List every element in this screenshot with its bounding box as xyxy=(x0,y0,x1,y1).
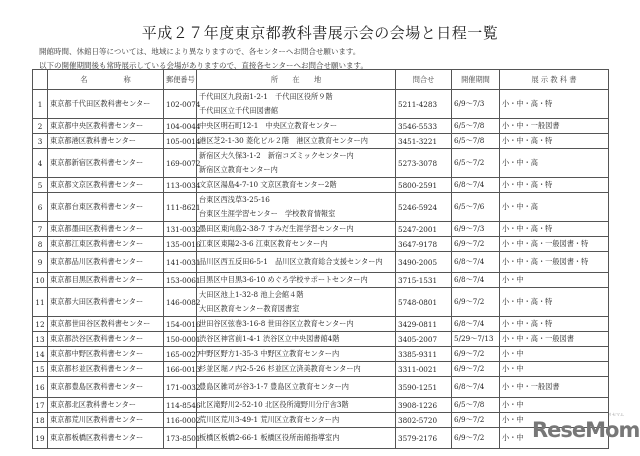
phone: 3451-3221 xyxy=(396,134,452,149)
row-number: 13 xyxy=(33,332,48,347)
zip-code: 135-0016 xyxy=(164,237,197,252)
books: 小・中・高・特 xyxy=(500,317,609,332)
address-line: 江東区東陽2-3-6 江東区教育センター内 xyxy=(199,239,328,248)
period: 6/8～7/4 xyxy=(452,377,500,398)
address-line: 中野区野方1-35-3 中野区立教育センター内 xyxy=(199,349,340,358)
books: 小・中・高 xyxy=(500,149,609,178)
note-permanent: 以下の開催期間後も常時展示している会場がありますので、直接各センターへお問合せ願います。 xyxy=(39,61,368,70)
table-row xyxy=(33,237,609,252)
phone: 3385-9311 xyxy=(396,347,452,362)
address-line: 豊島区雑司が谷3-1-7 豊島区立教育センター内 xyxy=(199,382,349,391)
center-name: 東京都江東区教科書センター xyxy=(48,237,164,252)
address-line: 新宿区立教育センター内 xyxy=(199,165,278,174)
header-no xyxy=(33,70,48,90)
address xyxy=(197,273,396,288)
center-name: 東京都文京区教科書センター xyxy=(48,178,164,193)
phone: 3579-2176 xyxy=(396,428,452,449)
center-name: 東京都墨田区教科書センター xyxy=(48,222,164,237)
zip-code: 114-8546 xyxy=(164,398,197,413)
address-line: 杉並区堀ノ内2-5-26 杉並区立済美教育センター内 xyxy=(199,364,361,373)
address-line: 品川区西五反田6-5-1 品川区立教育総合支援センター内 xyxy=(199,257,383,266)
phone: 3590-1251 xyxy=(396,377,452,398)
address-line: 文京区湯島4-7-10 文京区教育センター2階 xyxy=(199,180,337,189)
table-row xyxy=(33,252,609,273)
phone: 5273-3078 xyxy=(396,149,452,178)
address-line: 大田区教育センター教育図書室 xyxy=(199,304,300,313)
table-row xyxy=(33,119,609,134)
books: 小・中・高・特 xyxy=(500,134,609,149)
books: 小・中・高・特 xyxy=(500,178,609,193)
table-row xyxy=(33,273,609,288)
address xyxy=(197,119,396,134)
table-header xyxy=(33,70,609,90)
phone: 3490-2005 xyxy=(396,252,452,273)
center-name: 東京都中央区教科書センター xyxy=(48,119,164,134)
address xyxy=(197,90,396,119)
address-line: 北区滝野川2-52-10 北区役所滝野川分庁舎3階 xyxy=(199,400,349,409)
table-row xyxy=(33,90,609,119)
phone: 3647-9178 xyxy=(396,237,452,252)
row-number: 5 xyxy=(33,178,48,193)
center-name: 東京都豊島区教科書センター xyxy=(48,377,164,398)
row-number: 7 xyxy=(33,222,48,237)
page-title: 平成２７年度東京都教科書展示会の会場と日程一覧 xyxy=(141,24,499,42)
zip-code: 169-0072 xyxy=(164,149,197,178)
period: 6/8～7/4 xyxy=(452,273,500,288)
books: 小・中・高・特 xyxy=(500,222,609,237)
header-books: 展 示 教 科 書 xyxy=(500,70,609,90)
address-line: 中央区明石町12-1 中央区立教育センター xyxy=(199,121,338,130)
center-name: 東京都荒川区教科書センター xyxy=(48,413,164,428)
table-row xyxy=(33,288,609,317)
period: 6/9～7/3 xyxy=(452,222,500,237)
address-line: 台東区西浅草3-25-16 xyxy=(199,195,270,204)
table-row xyxy=(33,428,609,449)
zip-code: 173-8501 xyxy=(164,428,197,449)
phone: 3311-0021 xyxy=(396,362,452,377)
phone: 3908-1226 xyxy=(396,398,452,413)
note-hours: 開館時間、休館日等については、地域により異なりますので、各センターへお問合せ願います。 xyxy=(39,47,361,56)
row-number: 14 xyxy=(33,347,48,362)
books: 小・中・一般図書 xyxy=(500,377,609,398)
period: 6/9～7/2 xyxy=(452,237,500,252)
table-row xyxy=(33,149,609,178)
row-number: 3 xyxy=(33,134,48,149)
address xyxy=(197,428,396,449)
table-row xyxy=(33,332,609,347)
header-period: 開催期間 xyxy=(452,70,500,90)
period: 6/8～7/4 xyxy=(452,317,500,332)
period: 6/9～7/2 xyxy=(452,347,500,362)
table-row xyxy=(33,178,609,193)
center-name: 東京都港区教科書センター xyxy=(48,134,164,149)
zip-code: 150-0001 xyxy=(164,332,197,347)
books: 小・中・高・一般図書・特 xyxy=(500,237,609,252)
row-number: 18 xyxy=(33,413,48,428)
center-name: 東京都中野区教科書センター xyxy=(48,347,164,362)
phone: 5247-2001 xyxy=(396,222,452,237)
address-line: 新宿区大久保3-1-2 新宿コズミックセンター内 xyxy=(199,151,354,160)
address-line: 渋谷区神宮前1-4-1 渋谷区立中央図書館4階 xyxy=(199,334,340,343)
books: 小・中・高・特 xyxy=(500,288,609,317)
zip-code: 171-0032 xyxy=(164,377,197,398)
address-line: 目黒区中目黒3-6-10 めぐろ学校サポートセンター内 xyxy=(199,275,368,284)
center-name: 東京都大田区教科書センター xyxy=(48,288,164,317)
resemom-logo: ReseMom xyxy=(532,418,640,442)
phone: 3715-1531 xyxy=(396,273,452,288)
period: 6/5～7/8 xyxy=(452,398,500,413)
table-row xyxy=(33,317,609,332)
resemom-logo-sub: リセマム xyxy=(608,412,624,417)
table-row xyxy=(33,134,609,149)
books: 小・中・高・一般図書 xyxy=(500,332,609,347)
zip-code: 111-8621 xyxy=(164,193,197,222)
center-name: 東京都渋谷区教科書センター xyxy=(48,332,164,347)
phone: 5211-4283 xyxy=(396,90,452,119)
zip-code: 154-0016 xyxy=(164,317,197,332)
period: 5/29～7/13 xyxy=(452,332,500,347)
address xyxy=(197,237,396,252)
center-name: 東京都杉並区教科書センター xyxy=(48,362,164,377)
center-name: 東京都目黒区教科書センター xyxy=(48,273,164,288)
table-row xyxy=(33,362,609,377)
phone: 3405-2007 xyxy=(396,332,452,347)
books: 小・中・高・特 xyxy=(500,90,609,119)
address xyxy=(197,252,396,273)
address-line: 台東区生涯学習センター 学校教育情報室 xyxy=(199,209,336,218)
period: 6/9～7/2 xyxy=(452,362,500,377)
period: 6/9～7/2 xyxy=(452,288,500,317)
center-name: 東京都品川区教科書センター xyxy=(48,252,164,273)
zip-code: 102-0074 xyxy=(164,90,197,119)
address xyxy=(197,288,396,317)
venue-table xyxy=(32,69,609,449)
address xyxy=(197,347,396,362)
center-name: 東京都千代田区教科書センター xyxy=(48,90,164,119)
row-number: 8 xyxy=(33,237,48,252)
books: 小・中 xyxy=(500,362,609,377)
address-line: 千代田区立千代田図書館 xyxy=(199,106,279,115)
zip-code: 104-0044 xyxy=(164,119,197,134)
address xyxy=(197,178,396,193)
address xyxy=(197,332,396,347)
address-line: 港区芝2-1-30 菱化ビル２階 港区立教育センター内 xyxy=(199,136,368,145)
row-number: 2 xyxy=(33,119,48,134)
table-row xyxy=(33,347,609,362)
period: 6/5～7/8 xyxy=(452,134,500,149)
row-number: 1 xyxy=(33,90,48,119)
row-number: 19 xyxy=(33,428,48,449)
period: 6/5～7/6 xyxy=(452,193,500,222)
address-line: 板橋区板橋2-66-1 板橋区役所南館指導室内 xyxy=(199,433,340,442)
zip-code: 113-0034 xyxy=(164,178,197,193)
address xyxy=(197,317,396,332)
center-name: 東京都新宿区教科書センター xyxy=(48,149,164,178)
period: 6/9～7/2 xyxy=(452,413,500,428)
row-number: 4 xyxy=(33,149,48,178)
table-row xyxy=(33,222,609,237)
address-line: 墨田区東向島2-38-7 すみだ生涯学習センター内 xyxy=(199,224,354,233)
zip-code: 116-0002 xyxy=(164,413,197,428)
header-address: 所 在 地 xyxy=(197,70,396,90)
address xyxy=(197,377,396,398)
address-line: 大田区池上1-32-8 池上会館４階 xyxy=(199,290,304,299)
phone: 3546-5533 xyxy=(396,119,452,134)
header-zip: 郵便番号 xyxy=(164,70,197,90)
row-number: 11 xyxy=(33,288,48,317)
address xyxy=(197,134,396,149)
phone: 5748-0801 xyxy=(396,288,452,317)
row-number: 15 xyxy=(33,362,48,377)
address xyxy=(197,413,396,428)
row-number: 17 xyxy=(33,398,48,413)
address xyxy=(197,398,396,413)
address xyxy=(197,193,396,222)
address xyxy=(197,149,396,178)
address xyxy=(197,362,396,377)
center-name: 東京都板橋区教科書センター xyxy=(48,428,164,449)
address-line: 千代田区九段南1-2-1 千代田区役所９階 xyxy=(199,92,333,101)
table-row xyxy=(33,413,609,428)
books: 小・中・高 xyxy=(500,193,609,222)
books: 小・中・高・一般図書・特 xyxy=(500,252,609,273)
address-line: 世田谷区弦巻3-16-8 世田谷区立教育センター内 xyxy=(199,319,354,328)
period: 6/8～7/4 xyxy=(452,178,500,193)
phone: 5246-5924 xyxy=(396,193,452,222)
books: 小・中 xyxy=(500,273,609,288)
center-name: 東京都台東区教科書センター xyxy=(48,193,164,222)
table-row xyxy=(33,193,609,222)
row-number: 12 xyxy=(33,317,48,332)
period: 6/9～7/2 xyxy=(452,428,500,449)
row-number: 9 xyxy=(33,252,48,273)
books: 小・中 xyxy=(500,428,609,449)
zip-code: 165-0027 xyxy=(164,347,197,362)
center-name: 東京都世田谷区教科書センター xyxy=(48,317,164,332)
period: 6/8～7/4 xyxy=(452,252,500,273)
books: 小・中 xyxy=(500,398,609,413)
row-number: 6 xyxy=(33,193,48,222)
zip-code: 153-0061 xyxy=(164,273,197,288)
header-name: 名 称 xyxy=(48,70,164,90)
zip-code: 105-0014 xyxy=(164,134,197,149)
table-row xyxy=(33,377,609,398)
zip-code: 141-0031 xyxy=(164,252,197,273)
zip-code: 166-0013 xyxy=(164,362,197,377)
row-number: 16 xyxy=(33,377,48,398)
address-line: 荒川区荒川3-49-1 荒川区立教育センター内 xyxy=(199,415,340,424)
phone: 3429-0811 xyxy=(396,317,452,332)
books: 小・中 xyxy=(500,413,609,428)
books: 小・中・一般図書 xyxy=(500,119,609,134)
phone: 5800-2591 xyxy=(396,178,452,193)
table-row xyxy=(33,398,609,413)
zip-code: 146-0082 xyxy=(164,288,197,317)
period: 6/9～7/3 xyxy=(452,90,500,119)
address xyxy=(197,222,396,237)
period: 6/5～7/2 xyxy=(452,149,500,178)
books: 小・中 xyxy=(500,347,609,362)
zip-code: 131-0032 xyxy=(164,222,197,237)
header-phone: 問合せ xyxy=(396,70,452,90)
period: 6/5～7/8 xyxy=(452,119,500,134)
phone: 3802-5720 xyxy=(396,413,452,428)
row-number: 10 xyxy=(33,273,48,288)
center-name: 東京都北区教科書センター xyxy=(48,398,164,413)
